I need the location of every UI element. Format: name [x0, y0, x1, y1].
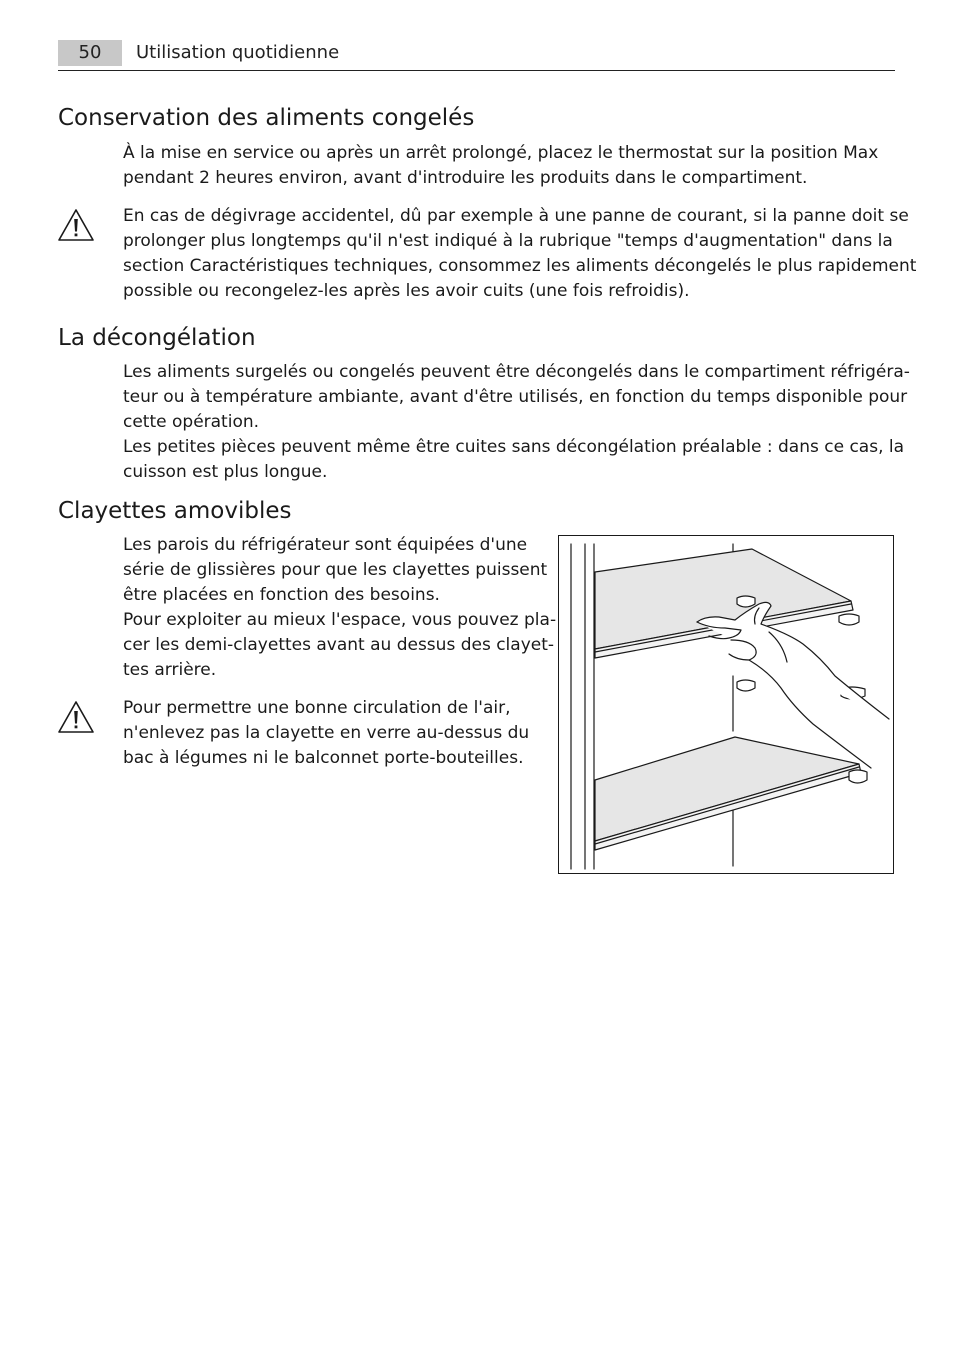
warning-text-air: Pour permettre une bonne circulation de l'air, n'enlevez pas la clayette en verre au-dessus du bac à légumes ni le balconnet porte-bouteilles. [123, 698, 530, 768]
header-divider [58, 70, 895, 71]
shelf-removal-illustration [558, 535, 894, 874]
paragraph-clayettes: Les parois du réfrigérateur sont équipées d'une série de glissières pour que les clayettes puissent être placées en fonction des besoins. Pour exploiter au mieux l'espace, vous pouvez pla- cer les demi-clayettes avant au dessus des clayet- tes arrière. [123, 535, 557, 680]
heading-conservation: Conservation des aliments congelés [58, 105, 475, 131]
page-number: 50 [58, 40, 122, 66]
shelf-removal-drawing [559, 536, 893, 873]
paragraph-decongelation: Les aliments surgelés ou congelés peuvent être décongelés dans le compartiment réfrigéra- teur ou à température ambiante, avant d'être utilisés, en fonction du temps disponible pour cette opération. Les petites pièces peuvent même être cuites sans décongélation préalable : dans ce cas, la cuisson est plus longue. [123, 362, 910, 482]
header-section-title: Utilisation quotidienne [136, 42, 340, 63]
heading-decongelation: La décongélation [58, 325, 256, 351]
warning-triangle-icon [57, 208, 95, 242]
page-header [58, 40, 895, 72]
warning-text-thaw: En cas de dégivrage accidentel, dû par exemple à une panne de courant, si la panne doit se prolonger plus longtemps qu'il n'est indiqué à la rubrique "temps d'augmentation" dans la section Caractéristiques techniques, consommez les aliments décongelés le plus rapidement possible ou recongelez-les après les avoir cuits (une fois refroidis). [123, 206, 917, 301]
warning-triangle-icon [57, 700, 95, 734]
paragraph-conservation: À la mise en service ou après un arrêt prolongé, placez le thermostat sur la position Max pendant 2 heures environ, avant d'introduire les produits dans le compartiment. [123, 143, 879, 188]
heading-clayettes: Clayettes amovibles [58, 498, 292, 524]
